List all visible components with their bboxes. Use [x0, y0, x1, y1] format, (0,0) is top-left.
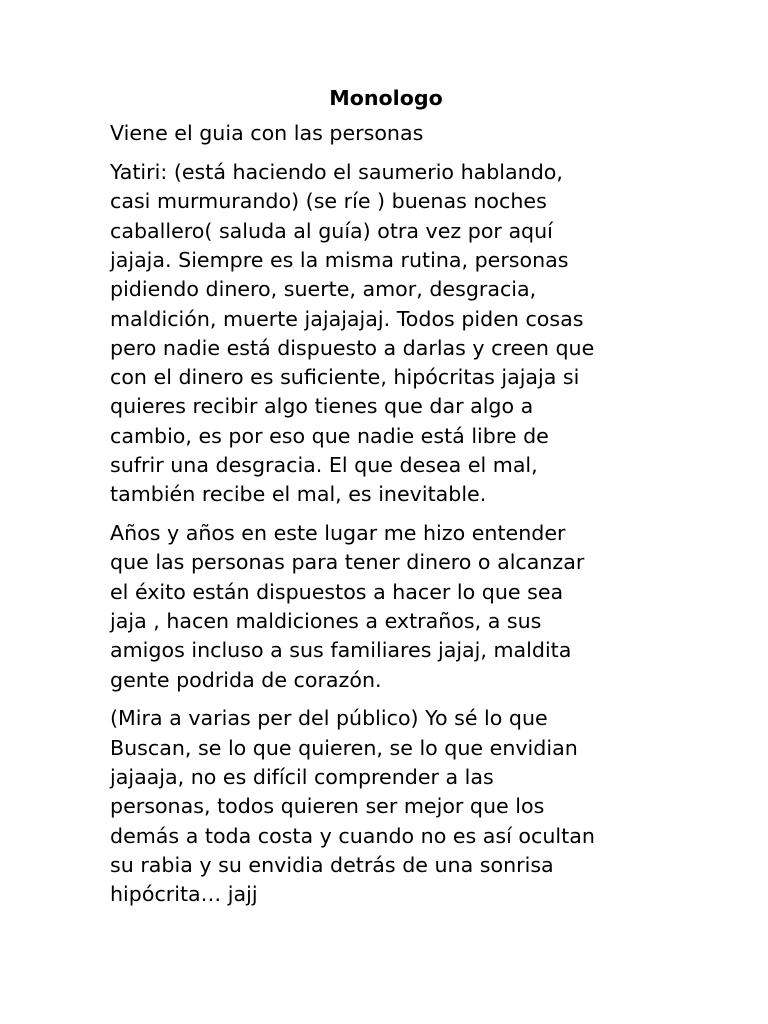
paragraph-intro: Viene el guia con las personas — [110, 121, 424, 146]
paragraph-years: Años y años en este lugar me hizo entender que las personas para tener dinero o alcanzar el éxito están dispuestos a hacer lo que sea jaja , hacen maldiciones a extraños, a sus amigos incluso a sus familiares jajaj, maldita gente podrida de corazón. — [110, 521, 585, 692]
paragraph-yatiri: Yatiri: (está haciendo el saumerio hablando, casi murmurando) (se ríe ) buenas noches caballero( saluda al guía) otra vez por aquí jajaja. Siempre es la misma rutina, personas pidiendo dinero, suerte, amor, desgracia, maldición, muerte jajajajaj. Todos piden cosas pero nadie está dispuesto a darlas y creen que con el dinero es suficiente, hipócritas jajaja si quieres recibir algo tienes que dar algo a cambio, es por eso que nadie está libre de sufrir una desgracia. El que desea el mal, también recibe el mal, es inevitable. — [110, 160, 595, 507]
document-title: Monologo — [329, 86, 443, 110]
paragraph-audience: (Mira a varias per del público) Yo sé lo que Buscan, se lo que quieren, se lo que envidian jajaaja, no es difícil comprender a las personas, todos quieren ser mejor que los demás a toda costa y cuando no es así ocultan su rabia y su envidia detrás de una sonrisa hipócrita… jajj — [110, 706, 595, 907]
document-body — [110, 84, 662, 919]
